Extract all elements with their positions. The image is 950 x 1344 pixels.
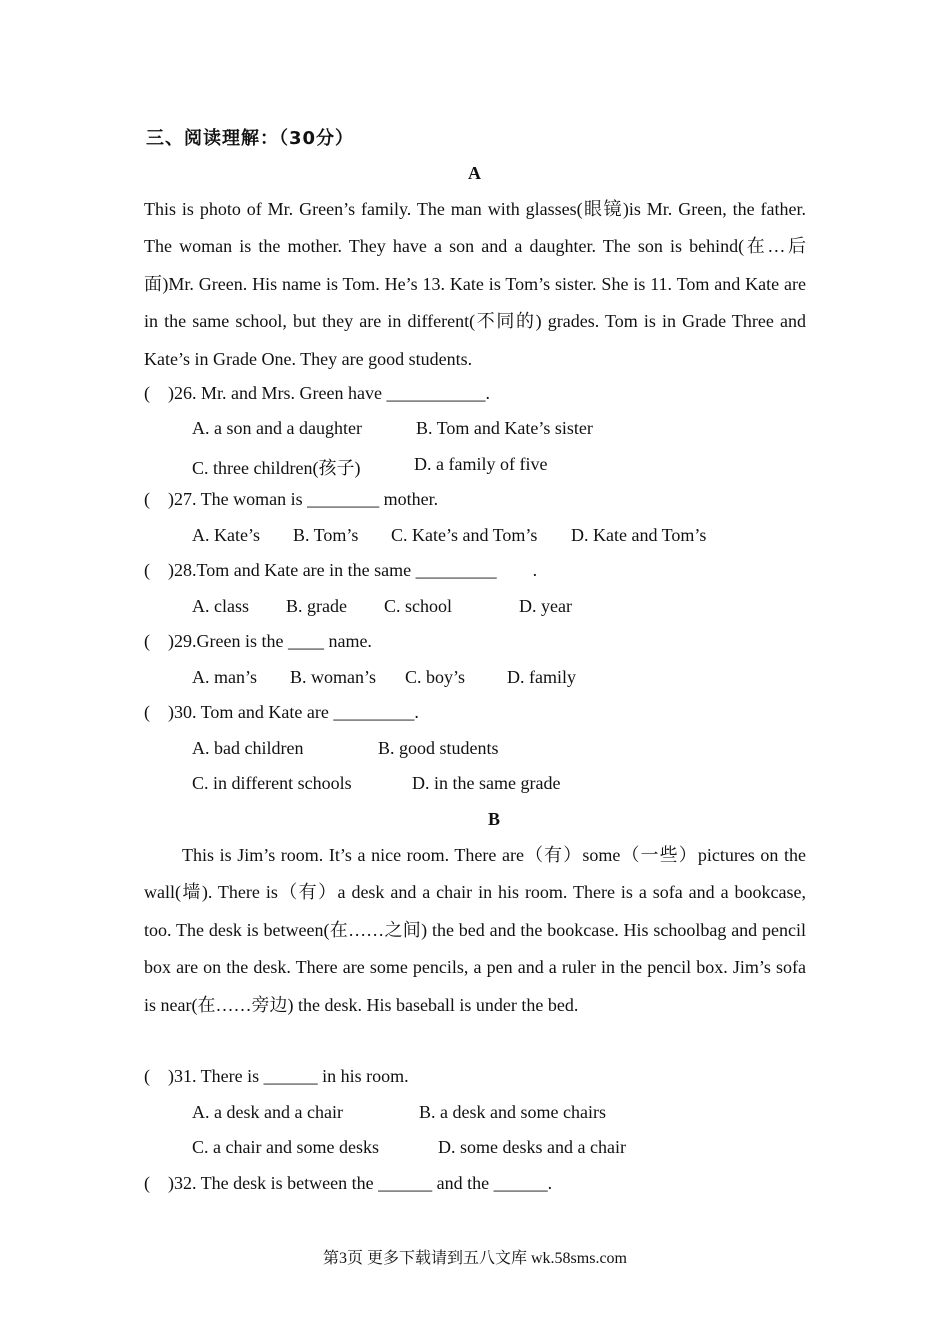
q28-option-c: C. school <box>384 596 453 616</box>
q29-option-a: A. man’s <box>192 667 257 687</box>
q30-option-c: C. in different schools <box>192 773 352 793</box>
page-footer: 第3页 更多下载请到五八文库 wk.58sms.com <box>322 1250 627 1267</box>
question-30: ( )30. Tom and Kate are _________. <box>144 702 419 722</box>
q29-option-c: C. boy’s <box>405 667 466 687</box>
q31-option-c: C. a chair and some desks <box>192 1137 379 1157</box>
passage-b-text: This is Jim’s room. It’s a nice room. There are（有）some（一些）pictures on the wall(墙). There is（有）a desk and a chair in his room. There is a sofa and a bookcase, too. The desk is between(在……之间) the bed and the bookcase. His schoolbag and pencil box are on the desk. There are some pencils, a pen and a ruler in the pencil box. Jim’s sofa is near(在……旁边) the desk. His baseball is under the bed. <box>144 845 806 1015</box>
q31-option-d: D. some desks and a chair <box>438 1137 626 1157</box>
question-29: ( )29.Green is the ____ name. <box>144 631 372 651</box>
question-26: ( )26. Mr. and Mrs. Green have ___________. <box>144 383 490 403</box>
q27-option-a: A. Kate’s <box>192 525 260 545</box>
q28-option-a: A. class <box>192 596 249 616</box>
passage-a-heading: A <box>468 163 481 183</box>
question-32: ( )32. The desk is between the ______ and the ______. <box>144 1173 553 1193</box>
question-27: ( )27. The woman is ________ mother. <box>144 489 439 509</box>
section-title: 三、阅读理解：（30分） <box>146 128 355 149</box>
q31-option-b: B. a desk and some chairs <box>419 1102 606 1122</box>
q26-option-a: A. a son and a daughter <box>192 418 362 438</box>
passage-b-heading: B <box>488 809 501 829</box>
q26-option-b: B. Tom and Kate’s sister <box>416 418 593 438</box>
q30-option-b: B. good students <box>378 738 499 758</box>
q27-option-d: D. Kate and Tom’s <box>571 525 707 545</box>
q28-option-d: D. year <box>519 596 572 616</box>
q30-option-a: A. bad children <box>192 738 304 758</box>
q29-option-b: B. woman’s <box>290 667 377 687</box>
passage-a-text: This is photo of Mr. Green’s family. The man with glasses(眼镜)is Mr. Green, the father. The woman is the mother. They have a son and a daughter. The son is behind(在…后面)Mr. Green. His name is Tom. He’s 13. Kate is Tom’s sister. She is 11. Tom and Kate are in the same school, but they are in different(不同的) grades. Tom is in Grade Three and Kate’s in Grade One. They are good students. <box>144 199 806 369</box>
question-31: ( )31. There is ______ in his room. <box>144 1066 409 1086</box>
q28-option-b: B. grade <box>286 596 347 616</box>
q26-option-c: C. three children(孩子) <box>192 458 361 478</box>
q31-option-a: A. a desk and a chair <box>192 1102 343 1122</box>
q27-option-c: C. Kate’s and Tom’s <box>391 525 538 545</box>
q26-option-d: D. a family of five <box>414 454 548 474</box>
question-28: ( )28.Tom and Kate are in the same _________ . <box>144 560 538 580</box>
q29-option-d: D. family <box>507 667 576 687</box>
q27-option-b: B. Tom’s <box>293 525 359 545</box>
q30-option-d: D. in the same grade <box>412 773 561 793</box>
